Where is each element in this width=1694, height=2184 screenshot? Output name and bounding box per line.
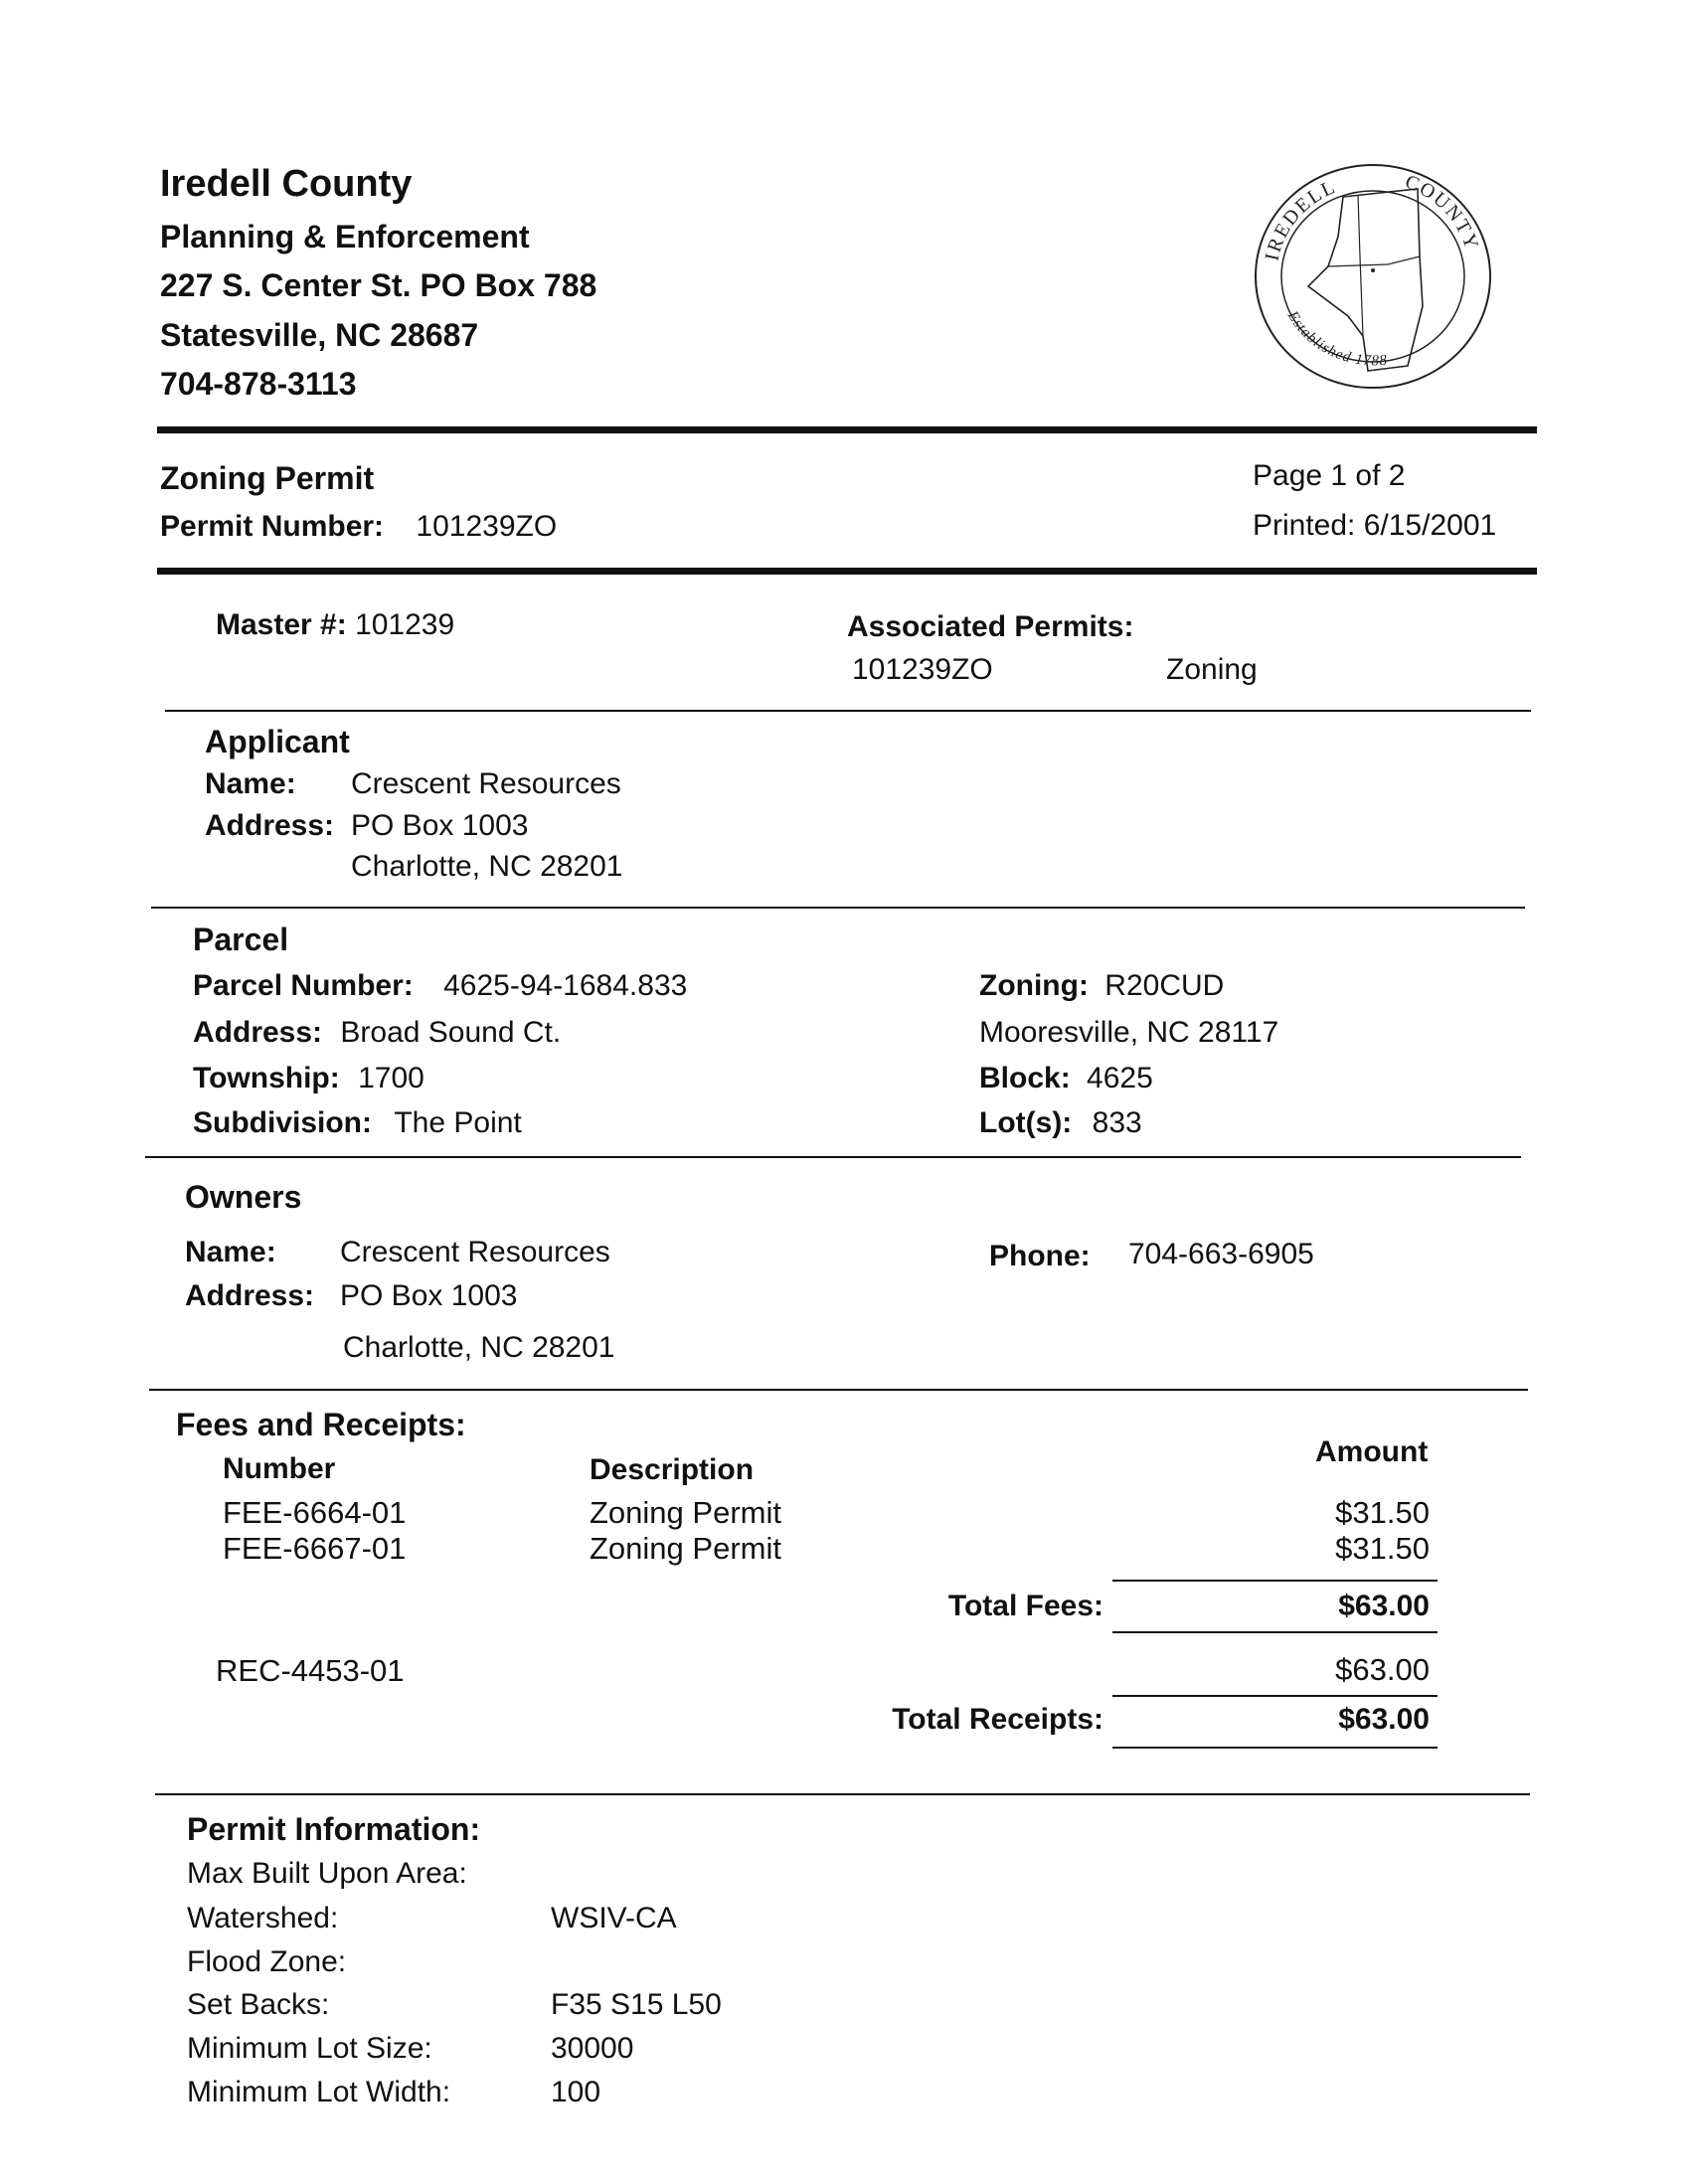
permit-info-label: Minimum Lot Width: xyxy=(187,2076,451,2108)
owner-name: Crescent Resources xyxy=(340,1236,610,1268)
permit-info-value: WSIV-CA xyxy=(551,1902,677,1934)
permit-info-label: Watershed: xyxy=(187,1902,339,1934)
seal-bottom-text: Established 1788 xyxy=(1283,308,1389,370)
fee-description: Zoning Permit xyxy=(590,1531,781,1566)
printed-date: Printed: 6/15/2001 xyxy=(1253,509,1497,542)
total-receipts-value: $63.00 xyxy=(1338,1703,1430,1736)
city-address: Statesville, NC 28687 xyxy=(160,317,479,353)
permit-info-value: F35 S15 L50 xyxy=(551,1988,722,2021)
applicant-address-line2: Charlotte, NC 28201 xyxy=(351,850,623,883)
total-receipts-top-rule xyxy=(1112,1695,1438,1697)
subdivision-value: The Point xyxy=(394,1106,522,1139)
header-divider xyxy=(157,426,1537,433)
fee-amount: $31.50 xyxy=(1335,1495,1430,1530)
total-receipts-label: Total Receipts: xyxy=(892,1703,1103,1736)
fee-amount: $31.50 xyxy=(1335,1531,1430,1566)
owner-phone: 704-663-6905 xyxy=(1128,1238,1314,1270)
associated-permits-label: Associated Permits: xyxy=(847,610,1134,643)
zoning-value: R20CUD xyxy=(1104,969,1225,1002)
fees-col-amount: Amount xyxy=(1315,1435,1429,1468)
total-fees-top-rule xyxy=(1112,1580,1438,1582)
permit-info-label: Max Built Upon Area: xyxy=(187,1857,467,1890)
fees-col-description: Description xyxy=(590,1453,755,1486)
county-seal-icon xyxy=(1249,157,1497,396)
divider xyxy=(151,907,1525,909)
applicant-address-label: Address: xyxy=(205,809,335,842)
owner-address-line2: Charlotte, NC 28201 xyxy=(343,1331,615,1364)
owner-name-label: Name: xyxy=(185,1236,276,1268)
permit-info-value: 30000 xyxy=(551,2032,634,2065)
associated-permit-type: Zoning xyxy=(1166,653,1258,686)
permit-info-value: 100 xyxy=(551,2076,601,2108)
associated-permit-number: 101239ZO xyxy=(852,653,993,686)
owner-phone-label: Phone: xyxy=(989,1240,1091,1272)
seal-right-text: COUNTY xyxy=(1402,170,1483,254)
owner-address-label: Address: xyxy=(185,1279,315,1312)
master-label: Master #: xyxy=(216,608,347,641)
county-name: Iredell County xyxy=(160,163,413,205)
title-divider xyxy=(157,568,1537,575)
owners-heading: Owners xyxy=(185,1179,302,1215)
fee-number: FEE-6664-01 xyxy=(223,1495,407,1530)
permit-info-label: Flood Zone: xyxy=(187,1945,347,1978)
seal-top-text: IREDELL xyxy=(1261,175,1340,263)
master-number: 101239 xyxy=(355,608,455,641)
parcel-city: Mooresville, NC 28117 xyxy=(979,1016,1279,1049)
parcel-address-label: Address: xyxy=(193,1016,323,1049)
svg-text:COUNTY xyxy=(1402,171,1483,254)
total-fees-value: $63.00 xyxy=(1338,1590,1430,1622)
parcel-address: Broad Sound Ct. xyxy=(340,1016,562,1049)
lots-label: Lot(s): xyxy=(979,1106,1073,1139)
owner-address-line1: PO Box 1003 xyxy=(340,1279,518,1312)
subdivision-label: Subdivision: xyxy=(193,1106,372,1139)
permit-info-heading: Permit Information: xyxy=(187,1811,481,1847)
svg-text:Established 1788 xyxy=(1283,308,1389,370)
applicant-name: Crescent Resources xyxy=(351,767,621,800)
applicant-address-line1: PO Box 1003 xyxy=(351,809,529,842)
zoning-label: Zoning: xyxy=(979,969,1089,1002)
fees-heading: Fees and Receipts: xyxy=(176,1407,466,1442)
street-address: 227 S. Center St. PO Box 788 xyxy=(160,267,597,303)
page-indicator: Page 1 of 2 xyxy=(1253,459,1406,492)
permit-info-label: Minimum Lot Size: xyxy=(187,2032,432,2065)
fee-description: Zoning Permit xyxy=(590,1495,781,1530)
permit-number-label: Permit Number: xyxy=(160,510,385,543)
total-receipts-bottom-rule xyxy=(1112,1747,1438,1749)
divider xyxy=(145,1156,1521,1158)
total-fees-bottom-rule xyxy=(1112,1631,1438,1633)
divider xyxy=(149,1389,1528,1391)
permit-info-label: Set Backs: xyxy=(187,1988,330,2021)
fees-col-number: Number xyxy=(223,1452,336,1485)
parcel-number-label: Parcel Number: xyxy=(193,969,414,1002)
permit-number: 101239ZO xyxy=(416,510,558,543)
department: Planning & Enforcement xyxy=(160,219,530,254)
office-phone: 704-878-3113 xyxy=(160,366,357,402)
total-fees-label: Total Fees: xyxy=(947,1590,1103,1622)
receipt-amount: $63.00 xyxy=(1335,1652,1430,1687)
divider xyxy=(155,1793,1530,1795)
block-label: Block: xyxy=(979,1062,1071,1094)
lots-value: 833 xyxy=(1092,1106,1142,1139)
divider xyxy=(165,710,1531,712)
township-value: 1700 xyxy=(358,1062,424,1094)
parcel-heading: Parcel xyxy=(193,922,289,957)
receipt-number: REC-4453-01 xyxy=(216,1653,405,1688)
applicant-name-label: Name: xyxy=(205,767,296,800)
fee-number: FEE-6667-01 xyxy=(223,1531,407,1566)
parcel-number: 4625-94-1684.833 xyxy=(443,969,688,1002)
applicant-heading: Applicant xyxy=(205,724,350,759)
township-label: Township: xyxy=(193,1062,340,1094)
block-value: 4625 xyxy=(1087,1062,1153,1094)
permit-title: Zoning Permit xyxy=(160,460,375,496)
